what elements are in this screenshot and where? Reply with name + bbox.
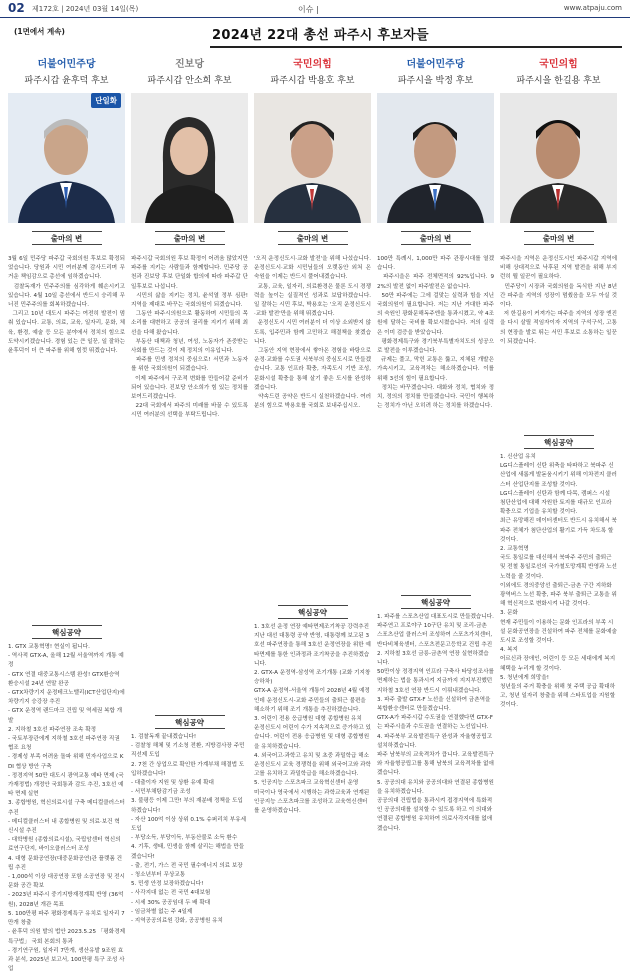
- candidate-photo: [254, 93, 371, 223]
- pledges-list: 1. 파주를 스포츠산업 대표도시로 만들겠습니다. 파주연고 프로야구 10구단 유치 및 조리-금촌 스포츠산업 클러스터 조성하여 스포츠가치센터, 반다비체육센터, 스포츠전문고등학교 건립 추진 2. 지하철 3호선 금릉-금촌역 연장 실현하겠습니다. 50만이상 정경지역 인프라 구축사 타당성조사를 면제하는 법을 통과시켜 지금까지 지지부진했던 지하철 3호선 연장 반드시 이뤄내겠습니다. 3. 파주 출발 GTX-F 노선을 신설하여 금촌역을 복합환승센터로 만들겠습니다. GTX-A가 파주시갑 수도권을 연결했다면 GTX-F는 파주시을과 수도권을 연결하는 노선입니다. 4. 파주북부 교육발전특구 완성과 자율형공립고 설치하겠습니다. 파주 남북부의 교육격차가 큽니다. 교육발전특구와 자율형공립고를 통해 남북의 교육격차를 없애겠습니다. 5. 공공의대 유치와 공공의대와 연결된 종합병원을 유치하겠습니다. 공공의대 건립법을 통과시켜 접경지역에 특화적인 공공의대를 설치할 수 있도록 하고 이 의대와 연결된 종합병원 유치하여 의료사각지대를 없애겠습니다.: [377, 614, 494, 832]
- portrait-icon: [254, 93, 371, 223]
- speech-caption: 출마의 변: [401, 231, 471, 245]
- speech-caption: 출마의 변: [278, 231, 348, 245]
- candidate-name: 파주시갑 박용호 후보: [270, 76, 355, 86]
- candidate-statement: '오직 운정신도시·교화 발전'을 위해 나섰습니다. 운정신도시·교화 시민님들의 오랫동안 외쳐 온 숙원을 이제는 반드시 풀어내겠습니다. 교통, 교육, 일자리, 의료환경은 물론 도시 경쟁력을 높이는 실질적인 성과로 보답하겠습니다. 일 잘하는 시민 후보, 박용호는 '오직 운정신도시·교화 발전'만을 위해 뛰겠습니다. 운정신도시 시민 여러분이 더 이상 소외받지 않도록, 입주민과 함께 고민하고 해결책을 찾겠습니다. 그동안 지역 현장에서 쌓아온 경험을 바탕으로 운정·교화를 수도권 서북부의 중심도시로 만들겠습니다. 교통 인프라 확충, 자족도시 기반 조성, 문화시설 확충을 통해 살기 좋은 도시를 완성하겠습니다. 약속드린 공약은 반드시 실천하겠습니다. 여러분의 힘으로 박용호를 국회로 보내주십시오.: [254, 256, 372, 410]
- page-header: [0, 0, 630, 18]
- unification-badge: 단일화: [91, 93, 121, 108]
- party-name: 국민의힘: [539, 59, 578, 70]
- pledges-caption: 핵심공약: [32, 625, 102, 639]
- title-rule: [210, 46, 622, 48]
- portrait-icon: [500, 93, 617, 223]
- candidate-statement: 파주시갑 국회의원 후보 확정이 어려움 많았지만 파주를 지키는 사람들과 함께합니다. 민주당 공천과 진보당 후보 단일화 합의에 따라 파주갑 단일후보로 나섭니다. 시민의 삶을 지키는 정치, 윤석열 정부 심판! 지역을 제대로 바꾸는 국회의원이 되겠습니다. 그동안 파주시의원으로 활동하며 시민들의 목소리를 대변하고 공공의 권리를 지키기 위해 최선을 다해 왔습니다. 부동산 대책과 청년, 여성, 노동자가 존중받는 사회를 만드는 것이 제 정치의 이유입니다. 파주를 민생 정치의 중심으로! 서민과 노동자를 위한 국회의원이 되겠습니다. 이제 파주에서 구조적 변화를 만들어갈 준비가 되어 있습니다. 진보당 안소희가 힘 있는 정치를 보여드리겠습니다. 22대 국회에서 파주의 미래를 바꿀 수 있도록 시민 여러분의 선택을 부탁드립니다.: [131, 256, 248, 419]
- pledges-list: 1. 3호선 운정 연장 예타면제조기착공 강력추진 지난 대선 대통령 공약 반영, 대통령께 보고된 3호선 파주연장을 통해 3호선 운정연장을 위한 예타면제를 통한 인과정과 조기착공을 추진하겠습니다. 2. GTX-A 운정역-삼성역 조기개통 (교화 기지창 승하차) GTX-A 운정역-서울역 개통이 2028년 4월 예정인데 운정신도시-교화 주민들의 출퇴근 불편을 해소하기 위해 조기 개통을 추진하겠습니다. 3. 어린이 전용 응급병원 대형 종합병원 유치 운정신도시 어린이 수가 지속적으로 증가하고 있습니다. 어린이 전용 응급병원 및 대형 종합병원을 유치하겠습니다. 4. 외국어고·과학고 유치 및 초중 과밀학급 해소 운정신도시 교육 경쟁력을 위해 외국어고와 과학고를 유치하고 과밀학급을 해소하겠습니다. 5. 인공지능 스포츠파크 교육혁신센터 운영 미국이나 영국에서 시행하는 과학교육과 연계된 인공지능 스포츠파크를 조성하고 교육혁신센터를 운영하겠습니다.: [254, 624, 371, 815]
- speech-caption: 출마의 변: [32, 231, 102, 245]
- pledges-caption: 핵심공약: [278, 605, 348, 619]
- pledges-caption: 핵심공약: [524, 435, 594, 449]
- speech-caption: 출마의 변: [524, 231, 594, 245]
- candidate-photo: [377, 93, 494, 223]
- candidate-name: 파주시갑 안소희 후보: [147, 76, 232, 86]
- issue-info: 제172호 | 2024년 03월 14일(목): [32, 5, 139, 13]
- pledges-list: 1. 신산업 유치 LG디스플레이 신탄 위축을 타파하고 북파주 신산업에 새롭게 발돋움시키기 위해 이차전지 클러스터 산업단지를 조성할 것이다. LG디스플레이 신탄과 함께 다목, 캠퍼스 시설 첨단산업에 대해 자원한 토지를 대규모 인프라 확충으로 기업을 유치할 것이다. 최근 유망해진 데이터센터도 반드시 유치해서 북파주 전체가 첨단산업의 활기로 가득 차도록 할 것이다. 2. 교통혁명 국도 통일로를 대신해서 북파주 주민의 출퇴근 및 전철 통일로선의 국가철도망계획 반영과 노선 노력을 줄 것이다. 이외에도 경의중앙선 출퇴근-금촌 구간 지하화 광역버스 노선 확충, 파주 북부 출퇴근 교통을 위해 혁신적으로 변화시켜 나갈 것이다. 3. 문화 현재 주민들이 이용하는 문화 인프라의 부족 시설 문화공연장을 건설하여 파주 전체를 문화예술도시로 조성할 것이다. 4. 복지 어르신과 장애인, 어린이 등 모든 세대에게 복지 혜택을 누리게 할 것이다. 5. 청년에게 희망을! 청년들의 주거 확충을 위해 첫 주택 공급 확대하고, 청년 일자리 창출을 위해 스타트업을 지원할 것이다.: [500, 454, 617, 709]
- pledges-caption: 핵심공약: [401, 595, 471, 609]
- page-title: 2024년 22대 총선 파주시 후보자들: [212, 28, 429, 43]
- pledges-list: 1. 검찰독재 끝내겠습니다! - 검찰청 해체 및 기소청 전환, 지방검사장 주민직선제 도입 2. 7천 간 상업으로 확인한 가계부채 해결법 도입하겠습니다! - 대출이자 지원 및 상환 유예 확대 - 서민부채탕감기금 조성 3. 불평등 이제 그만! 부의 재분배 정책을 도입하겠습니다! - 자산 100억 이상 상위 0.1% 슈퍼리치 부유세 도입 - 부당소득, 부당이득, 부동산불로 소득 환수 4. 기후, 생태, 민생을 함께 살리는 해법을 만들겠습니다! - 출, 전기, 가스 전 국민 필수에너지 의료 보장 - 청소년부터 무상교통 5. 민생 안정 보장하겠습니다! - 사각지대 없는 전 국민 4대보험 - 시세 30% 공공임대 두 배 확대 - 임금차별 없는 주 4일제 - 지역공공의료원 강화, 공공병원 유치: [131, 734, 247, 925]
- website-link[interactable]: www.atpaju.com: [563, 4, 622, 12]
- candidate-name: 파주시갑 윤후덕 후보: [24, 76, 109, 86]
- speech-caption: 출마의 변: [155, 231, 225, 245]
- candidate-column-5: [500, 55, 617, 925]
- pledges-list: 1. GTX 교통혁명! 현실이 됩니다. - 역사적 GTX-A, 올해 12월 서울역까지 개통 예정 - GTX 연결 대중교통시스템 완성! GTX환승역 환승시설 24년 연말 완공 - GTX차량기지 운정테크노밸리(ICT산업단지)에 차량기지 승강장 추진 - GTX 운정역 랜드마크 건립 및 역세권 복합 개발 2. 지하철 3호선 파주연장 조속 확정 - 국토부장관에게 지하철 3호선 파주연장 직권 협조 요청 - 경제성 부족 어려움 돌파 위해 민자사업으로 KDI 협상 방안 구축 - 정경지역 50만 대도시 광역교통 예타 면제 (국가재정법) 개정안 국회통과 감도 추진, 3호선 예타 면제 실현 3. 종합병원, 혁신의료시설 구축 메디컬클러스터 추진 - 메디컬클러스터 내 종합병원 및 의료·보건 혁신시설 추진 - 대학병원 (종합의료시설), 국립암센터 혁신의료연구단지, 바이오클러스터 조성 4. 대형 문화공연장(대중문화공연)관 플랫폼 건립 추진 - 1,000석 이상 대공연장 포함 소공연장 및 전시 문화 공간 확보 - 2023년 파주시 중기지방재정계획 반영 (36억원), 2028년 개관 목표 5. 100만평 파주 평화경제특구 유치로 일자리 7만개 창출 - 윤후덕 의원 발의 법안 2023.5.25 「평화경제특구법」 국회 본회의 통과 - 경기연구원, 일자리 7만개, 생산유발 9조원 효과 분석, 2025년 보고서, 100만평 특구 조성 사업: [8, 644, 125, 973]
- portrait-icon: [131, 93, 248, 223]
- candidate-name: 파주시을 한길용 후보: [516, 76, 601, 86]
- continued-note: (1면에서 계속): [14, 27, 65, 36]
- candidate-name: 파주시을 박정 후보: [397, 76, 474, 86]
- candidate-statement: 100만 특례시, 1,000만 파주 관광시대를 열겠습니다. 파주시을은 파주 전체면적의 92%입니다. 92%의 발전 없이 파주발전은 없습니다. 50만 파주에는 그에 걸맞는 실력과 힘을 지닌 국회의원이 필요합니다. 저는 지난 거대한 파주의 숙원인 광화문해독주엔을 통과시켰고, 약 4조원에 달하는 국비를 확보시켰습니다. 저의 실력은 이미 검증을 받았습니다. 평화경제특구와 경기북부특별자치도의 성공으로 발전을 이루겠습니다. 규제는 풀고, 막힌 교통은 뚫고, 지체된 개발은 가속시키고, 교육격차는 해소하겠습니다. 이를 위해 3선의 힘이 필요합니다. 정치는 바꾸겠습니다. 대화와 정치, 협치와 정치, 정의의 정치를 만들겠습니다. 국민이 행복하는 정치가 아닌 오히려 하는 정치를 하겠습니다.: [377, 256, 494, 410]
- candidate-photo: [500, 93, 617, 223]
- pledges-caption: 핵심공약: [155, 715, 225, 729]
- candidate-column-2: [131, 55, 248, 925]
- candidate-column-1: [8, 55, 125, 973]
- party-name: 더불어민주당: [37, 59, 96, 70]
- candidate-column-4: [377, 55, 494, 925]
- candidate-statement: 파주시을 지역은 운정신도시인 파주시갑 지역에 비해 상대적으로 낙후된 지역 발전을 위해 부지런히 뛸 일꾼이 필요하다. 민주당이 시장과 국회의원을 독식한 지난 8년간 파주을 지역의 성장이 멈췄음을 모두 아실 것이다. 저 한길용이 커져가는 파주을 지역의 성장 엔진을 다시 살릴 적임자이자 지역의 구석구석, 고통의 현장을 발로 뛰는 서민 후보로 소통하는 일꾼이 되겠습니다.: [500, 256, 618, 345]
- party-name: 더불어민주당: [406, 59, 465, 70]
- section-label: 이슈 |: [298, 5, 319, 14]
- candidate-photo: [8, 93, 125, 223]
- party-name: 국민의힘: [293, 59, 332, 70]
- portrait-icon: [377, 93, 494, 223]
- party-name: 진보당: [175, 59, 204, 70]
- candidate-statement: 3월 6일 민주당 파주갑 국회의원 후보로 확정되었습니다. 당원과 시민 여러분께 감사드리며 무거운 책임감으로 총선에 임하겠습니다. 검찰독재가 민주주의를 심각하게 훼손시키고 있습니다. 4월 10일 총선에서 반드시 승리해 무너진 민주주의를 회복하겠습니다. 그리고 10년 대도시 파주는 여전히 발전이 멈춰 있습니다. 교통, 의료, 교육, 일자리, 문화, 체육, 환경, 예술 등 모든 분야에서 정치의 힘으로 도약시키겠습니다. 경험 있는 큰 일꾼, 일 잘하는 윤후덕이 더 큰 파주를 위해 힘껏 뛰겠습니다.: [8, 256, 125, 355]
- candidate-photo: [131, 93, 248, 223]
- candidate-column-3: [254, 55, 371, 925]
- page-number: 02: [8, 1, 25, 15]
- portrait-icon: [8, 93, 125, 223]
